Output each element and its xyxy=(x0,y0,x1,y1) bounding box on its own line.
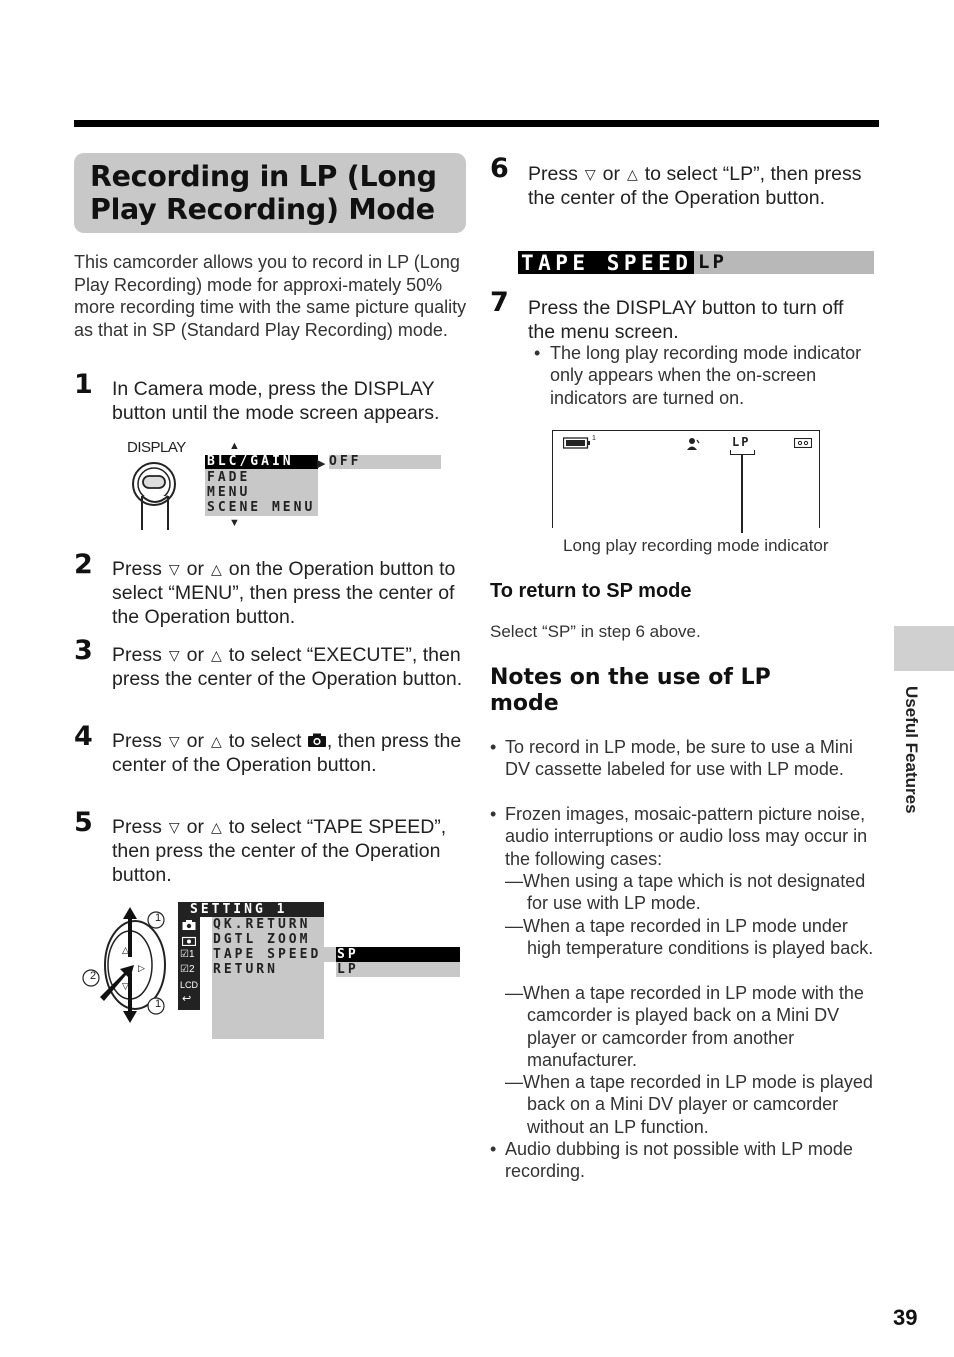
step-text: Press ▽ or △ on the Operation button to select “MENU”, then press the center of the Operation button. xyxy=(112,558,456,628)
callout-number: 2 xyxy=(89,970,97,982)
menu1-item: SCENE MENU xyxy=(207,500,316,515)
section-tab xyxy=(894,626,954,671)
lp-indicator: LP xyxy=(732,435,751,449)
intro-paragraph: This camcorder allows you to record in LP (Long Play Recording) mode for approxi-mately 50% more recording time with the same picture quality as that in SP (Standard Play Recording) mode. xyxy=(74,252,467,340)
header-rule xyxy=(74,120,879,127)
page-title: Recording in LP (Long Play Recording) Mode xyxy=(90,160,437,226)
step-number: 7 xyxy=(490,287,509,318)
note-item: To record in LP mode, be sure to use a Mini DV cassette labeled for use with LP mode. xyxy=(505,737,853,780)
menu1-value: OFF xyxy=(329,455,441,469)
note-item: Frozen images, mosaic-pattern picture noise, audio interruptions or audio loss may occur in the following cases: xyxy=(505,804,868,869)
menu1-item: MENU xyxy=(207,485,251,500)
step-number: 6 xyxy=(490,153,509,184)
menu2-option-lp: LP xyxy=(336,962,460,977)
step-number: 3 xyxy=(74,635,93,666)
indicator-leader-line xyxy=(741,455,743,533)
note-subitem: —When a tape recorded in LP mode under high temperature conditions is played back. xyxy=(505,916,874,959)
down-triangle-icon: ▽ xyxy=(168,733,180,749)
display-button-label: DISPLAY xyxy=(127,439,186,456)
menu2-item: QK.RETURN xyxy=(213,917,311,932)
up-triangle-icon: △ xyxy=(210,733,222,749)
battery-icon xyxy=(563,437,591,449)
callout-number: 1 xyxy=(154,998,162,1010)
up-triangle-icon: △ xyxy=(626,166,638,182)
return-icon: ↩ xyxy=(182,993,192,1005)
tape-speed-label: TAPE SPEED xyxy=(521,251,693,275)
menu2-item: DGTL ZOOM xyxy=(213,932,311,947)
menu1-item-selected: BLC/GAIN xyxy=(205,455,318,469)
svg-text:△: △ xyxy=(122,946,129,956)
notes-heading: Notes on the use of LP mode xyxy=(490,665,771,716)
bullet-icon: • xyxy=(490,804,497,824)
indicator-bracket xyxy=(730,450,755,455)
step-text: Press the DISPLAY button to turn off the menu screen. xyxy=(528,297,844,343)
tape-speed-value: LP xyxy=(698,251,727,273)
cassette-icon xyxy=(794,438,812,448)
bullet-icon: • xyxy=(534,343,541,363)
step-text: Press ▽ or △ to select “EXECUTE”, then press the center of the Operation button. xyxy=(112,644,463,690)
note-subitem: —When a tape recorded in LP mode with the camcorder is played back on a Mini DV player or camcorder from another manufacturer. xyxy=(505,983,864,1070)
step-text: In Camera mode, press the DISPLAY button until the mode screen appears. xyxy=(112,378,440,424)
battery-superscript: 1 xyxy=(592,435,596,442)
svg-text:▽: ▽ xyxy=(122,982,129,992)
menu2-option-sp: SP xyxy=(336,947,460,962)
note-item: Audio dubbing is not possible with LP mode recording. xyxy=(505,1139,853,1182)
note-subitem: —When a tape recorded in LP mode is played back on a Mini DV player or camcorder without an LP function. xyxy=(505,1072,873,1137)
menu1-item: FADE xyxy=(207,470,251,485)
step-text: Press ▽ or △ to select “TAPE SPEED”, then press the center of the Operation button. xyxy=(112,816,447,886)
svg-text:▷: ▷ xyxy=(138,964,145,974)
lcd-caption: Long play recording mode indicator xyxy=(563,536,829,555)
selection-arrow-icon: ▶ xyxy=(317,458,326,470)
up-triangle-icon: △ xyxy=(210,561,222,577)
down-triangle-icon: ▽ xyxy=(168,819,180,835)
callout-number: 1 xyxy=(154,912,162,924)
lcd-icon: LCD xyxy=(180,980,199,990)
step-note: The long play recording mode indicator only appears when the on-screen indicators are turned on. xyxy=(550,343,862,408)
menu2-item: RETURN xyxy=(213,962,278,977)
return-sp-heading: To return to SP mode xyxy=(490,580,692,602)
step-number: 4 xyxy=(74,721,93,752)
menu2-item-selected: TAPE SPEED xyxy=(212,947,336,962)
display-button-illustration xyxy=(128,456,184,532)
settings2-icon: ☑2 xyxy=(180,964,195,975)
down-arrow-icon: ▼ xyxy=(229,517,240,529)
down-triangle-icon: ▽ xyxy=(168,647,180,663)
down-triangle-icon: ▽ xyxy=(168,561,180,577)
camera-icon xyxy=(307,733,327,748)
settings1-icon: ☑1 xyxy=(180,949,195,960)
bullet-icon: • xyxy=(490,1139,497,1159)
return-sp-text: Select “SP” in step 6 above. xyxy=(490,622,701,641)
playback-camera-icon xyxy=(182,936,196,946)
bullet-icon: • xyxy=(490,737,497,757)
up-triangle-icon: △ xyxy=(210,819,222,835)
step-text: Press ▽ or △ to select , then press the center of the Operation button. xyxy=(112,730,462,776)
page-number: 39 xyxy=(893,1305,918,1330)
step-number: 2 xyxy=(74,549,93,580)
person-icon xyxy=(686,437,700,451)
camera-icon xyxy=(182,920,196,930)
up-triangle-icon: △ xyxy=(210,647,222,663)
note-subitem: —When using a tape which is not designated for use with LP mode. xyxy=(505,871,866,914)
menu2-header: SETTING 1 xyxy=(178,902,324,917)
step-number: 1 xyxy=(74,369,93,400)
step-number: 5 xyxy=(74,807,93,838)
up-arrow-icon: ▲ xyxy=(229,440,240,452)
down-triangle-icon: ▽ xyxy=(584,166,596,182)
step-text: Press ▽ or △ to select “LP”, then press the center of the Operation button. xyxy=(528,163,862,209)
